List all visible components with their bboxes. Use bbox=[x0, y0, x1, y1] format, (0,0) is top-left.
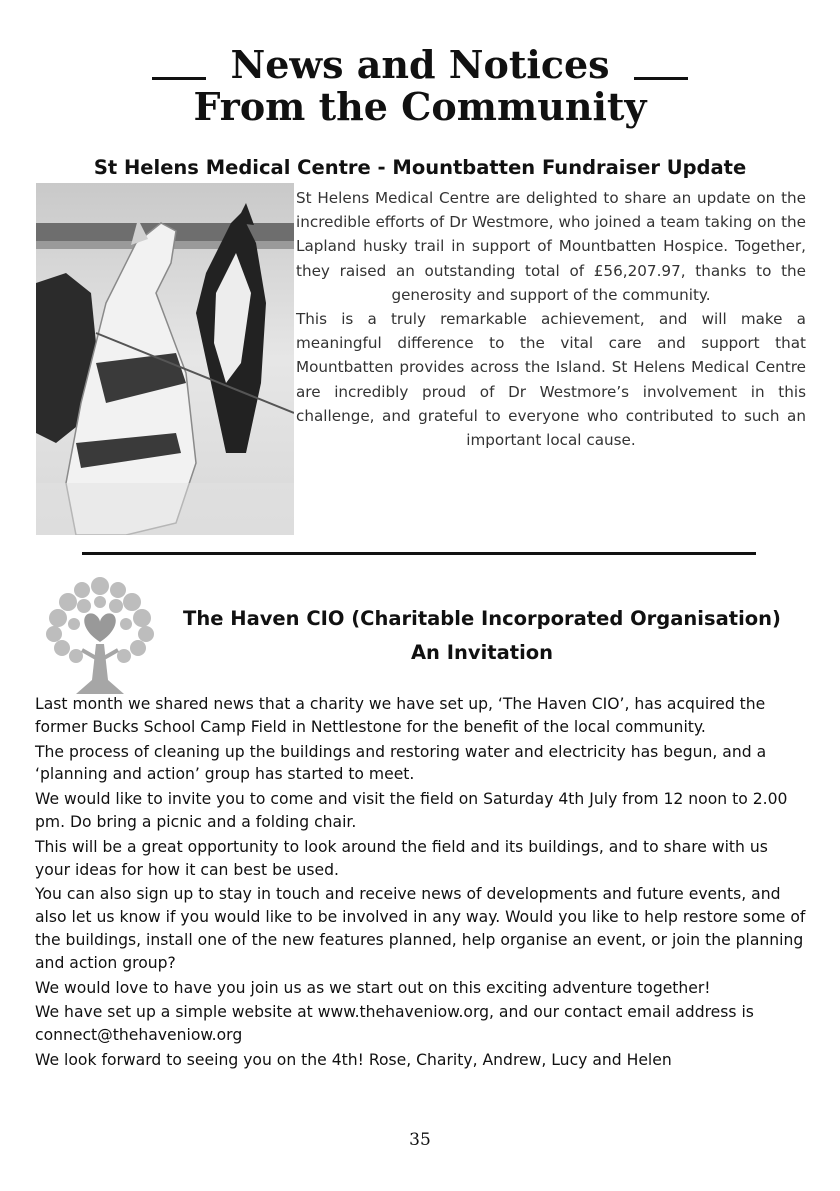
page-number: 35 bbox=[409, 1130, 431, 1150]
title-dash-left bbox=[152, 77, 206, 80]
haven-paragraph: You can also sign up to stay in touch and receive news of developments and future events, and also let us know if you would like to be involved in any way. Would you like to help restore some of the buildings, install one of the new features planned, help organise an event, or join the planning and action group? bbox=[35, 885, 806, 972]
medical-centre-text bbox=[296, 186, 806, 452]
haven-paragraph: This will be a great opportunity to look around the field and its buildings, and to share with us your ideas for how it can best be used. bbox=[35, 837, 768, 879]
haven-heading-line-1: The Haven CIO (Charitable Incorporated Organisation) bbox=[183, 607, 781, 630]
husky-dogs-photo bbox=[36, 183, 294, 535]
haven-paragraph: Last month we shared news that a charity we have set up, ‘The Haven CIO’, has acquired the former Bucks School Camp Field in Nettlestone for the benefit of the local community. bbox=[35, 695, 766, 736]
haven-body bbox=[35, 693, 807, 1074]
haven-paragraph: We look forward to seeing you on the 4th! Rose, Charity, Andrew, Lucy and Helen bbox=[35, 1050, 672, 1069]
haven-paragraph: We would like to invite you to come and visit the field on Saturday 4th July from 12 noon to 2.00 pm. Do bring a picnic and a folding chair. bbox=[35, 790, 788, 831]
medical-centre-paragraph-1: St Helens Medical Centre are delighted to share an update on the incredible efforts of Dr Westmore, who joined a team taking on the Lapland husky trail in support of Mountbatten Hospice. Together, they raised an outstanding total of £56,207.97, thanks to the generosity and support of the community. bbox=[296, 189, 806, 304]
page-title bbox=[0, 44, 840, 128]
haven-paragraph: We have set up a simple website at www.thehaveniow.org, and our contact email address is connect@thehaveniow.org bbox=[35, 1003, 754, 1045]
medical-centre-paragraph-2: This is a truly remarkable achievement, and will make a meaningful difference to the vital care and support that Mountbatten provides across the Island. St Helens Medical Centre are incredibly proud of Dr Westmore’s involvement in this challenge, and grateful to everyone who contributed to such an important local cause. bbox=[296, 310, 806, 450]
title-line-2: From the Community bbox=[193, 84, 647, 129]
haven-heading bbox=[162, 602, 802, 670]
title-dash-right bbox=[634, 77, 688, 80]
tree-heart-logo-icon bbox=[38, 572, 162, 700]
haven-paragraph: We would love to have you join us as we start out on this exciting adventure together! bbox=[35, 978, 711, 997]
haven-paragraph: The process of cleaning up the buildings and restoring water and electricity has begun, and a ‘planning and action’ group has started to meet. bbox=[35, 742, 767, 784]
medical-centre-heading: St Helens Medical Centre - Mountbatten Fundraiser Update bbox=[93, 156, 747, 179]
section-divider bbox=[82, 552, 756, 555]
haven-heading-line-2: An Invitation bbox=[410, 641, 554, 664]
title-line-1: News and Notices bbox=[230, 42, 610, 87]
